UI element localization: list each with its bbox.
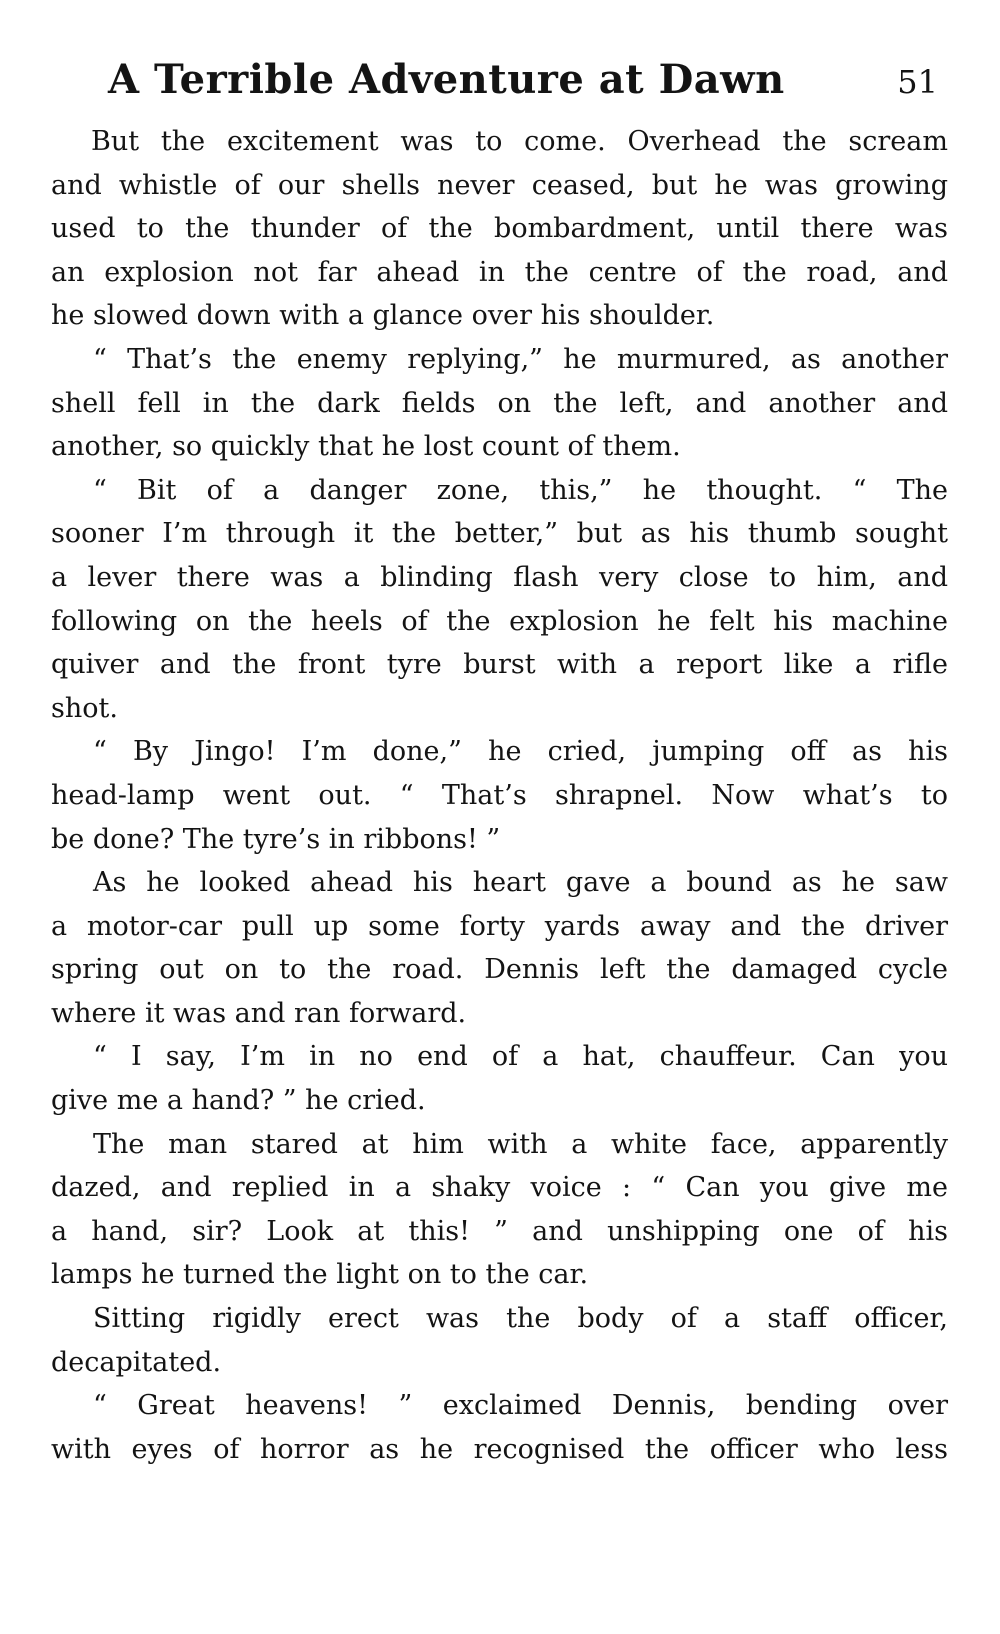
text-line: lamps he turned the light on to the car. [51, 1259, 589, 1291]
text-line: head-lamp went out. “ That’s shrapnel. Now what’s to [51, 779, 948, 811]
text-line: and whistle of our shells never ceased, but he was growing [51, 169, 948, 201]
text-line: “ Bit of a danger zone, this,” he thought. “ The [93, 474, 948, 506]
running-head [108, 54, 938, 114]
text-line: following on the heels of the explosion he felt his machine [51, 605, 948, 637]
text-line: he slowed down with a glance over his shoulder. [51, 300, 715, 332]
text-line: with eyes of horror as he recognised the officer who less [51, 1433, 948, 1465]
text-line: give me a hand? ” he cried. [51, 1085, 426, 1117]
text-line: an explosion not far ahead in the centre of the road, and [51, 256, 948, 288]
paragraph [51, 1297, 948, 1384]
text-line: As he looked ahead his heart gave a bound as he saw [93, 867, 948, 899]
text-line: be done? The tyre’s in ribbons! ” [51, 823, 501, 855]
text-line: shot. [51, 692, 118, 724]
text-line: spring out on to the road. Dennis left the damaged cycle [51, 954, 948, 986]
text-line: shell fell in the dark fields on the left, and another and [51, 387, 948, 419]
text-line: used to the thunder of the bombardment, until there was [51, 213, 948, 245]
text-line: “ Great heavens! ” exclaimed Dennis, bending over [93, 1390, 948, 1422]
text-line: where it was and ran forward. [51, 997, 467, 1029]
text-line: a motor-car pull up some forty yards away and the driver [51, 910, 948, 942]
paragraph [51, 120, 948, 338]
text-line: dazed, and replied in a shaky voice : “ Can you give me [51, 1172, 948, 1204]
paragraph [51, 338, 948, 469]
text-line: sooner I’m through it the better,” but as his thumb sought [51, 518, 948, 550]
text-line: another, so quickly that he lost count of them. [51, 431, 681, 463]
text-line: a lever there was a blinding flash very close to him, and [51, 561, 948, 593]
paragraph [51, 730, 948, 861]
paragraph [51, 861, 948, 1035]
text-line: decapitated. [51, 1346, 222, 1378]
page-number: 51 [897, 63, 938, 101]
paragraph [51, 1035, 948, 1122]
text-line: “ That’s the enemy replying,” he murmured, as another [93, 343, 948, 375]
text-line: a hand, sir? Look at this! ” and unshipping one of his [51, 1215, 948, 1247]
text-line: But the excitement was to come. Overhead the scream [91, 126, 948, 157]
text-line: “ By Jingo! I’m done,” he cried, jumping off as his [93, 736, 948, 768]
text-line: The man stared at him with a white face, apparently [93, 1128, 948, 1160]
paragraph [51, 1384, 948, 1471]
body-text [51, 120, 948, 1471]
paragraph [51, 469, 948, 731]
text-line: “ I say, I’m in no end of a hat, chauffeur. Can you [93, 1041, 948, 1073]
chapter-title: A Terrible Adventure at Dawn [108, 56, 785, 103]
text-line: Sitting rigidly erect was the body of a staff officer, [93, 1303, 948, 1335]
paragraph [51, 1123, 948, 1297]
text-line: quiver and the front tyre burst with a report like a rifle [51, 649, 948, 681]
